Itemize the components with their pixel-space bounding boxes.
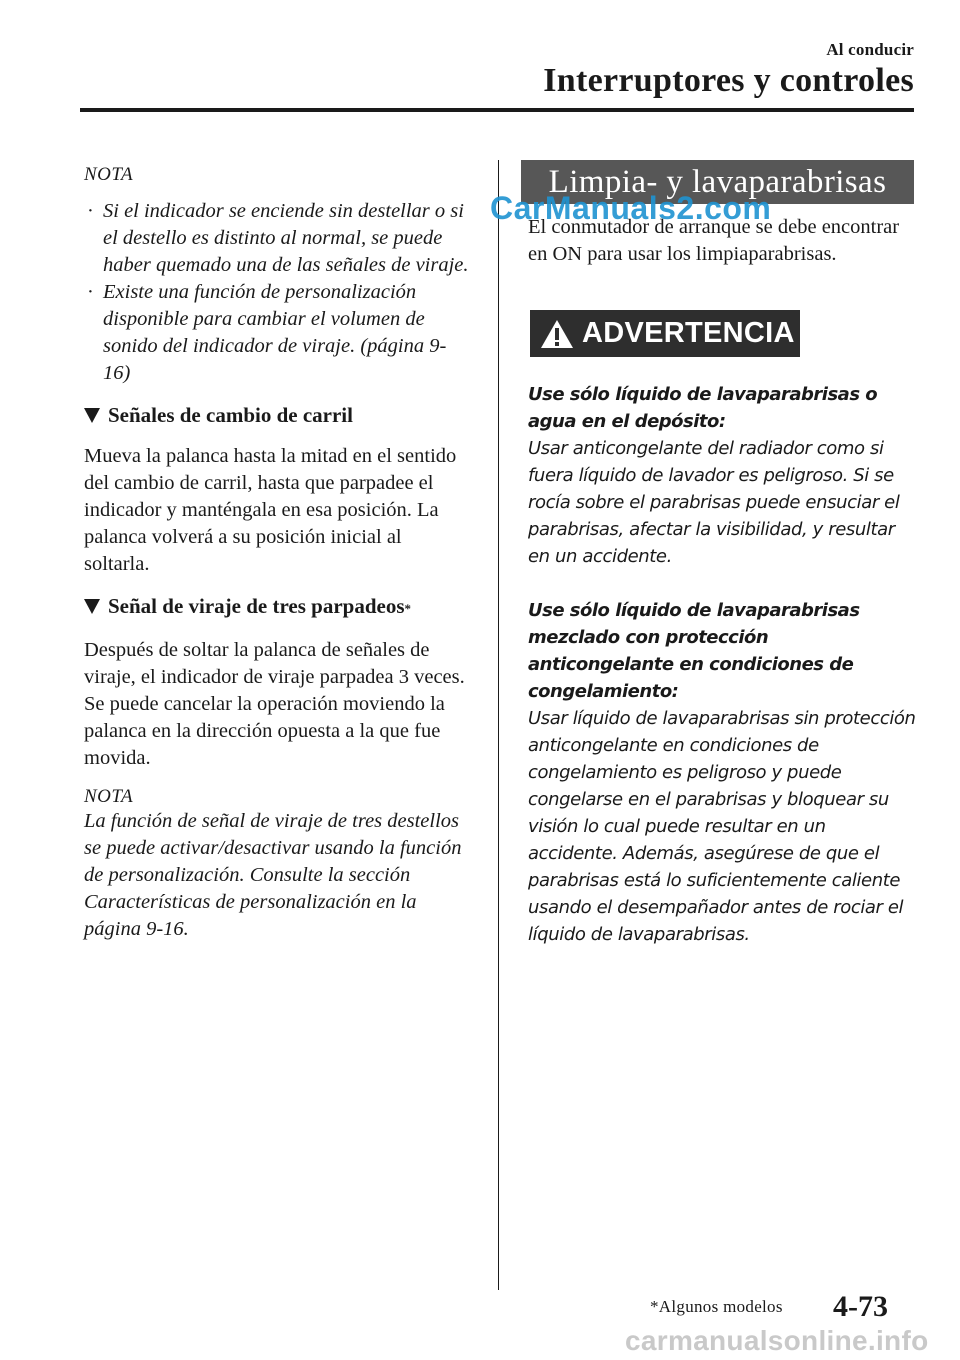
warning-text: Usar anticongelante del radiador como si fuera líquido de lavador es peligroso. Si se rocía sobre el parabrisas puede ensuciar el parabrisas, afectar la visibilidad, y resultar en un accidente. bbox=[528, 438, 900, 567]
section-banner: Limpia- y lavaparabrisas bbox=[521, 160, 914, 204]
page-number: 4-73 bbox=[833, 1290, 888, 1323]
warning-body bbox=[528, 381, 916, 948]
watermark-top: CarManuals2.com bbox=[490, 190, 772, 226]
note-item-text: Existe una función de personalización disponible para cambiar el volumen de sonido del indicador de viraje. (página 9-16) bbox=[103, 281, 447, 384]
bullet-icon: · bbox=[87, 281, 94, 303]
note-text: La función de señal de viraje de tres destellos se puede activar/desactivar usando la función de personalización. Consulte la sección Características de personalización en la página 9-16. bbox=[84, 810, 462, 940]
note-item-text: Si el indicador se enciende sin destellar o si el destello es distinto al normal, se puede haber quemado una de las señales de viraje. bbox=[103, 200, 469, 276]
note-item bbox=[84, 198, 472, 279]
subheading-lane-change bbox=[84, 401, 472, 429]
warning-icon bbox=[540, 318, 574, 350]
warning-text: Usar líquido de lavaparabrisas sin protección anticongelante en condiciones de congelamiento es peligroso y puede congelarse en el parabrisas y bloquear su visión lo cual puede resultar en un accidente. Además, asegúrese de que el parabrisas está lo suficientemente caliente usando el desempañador antes de rociar el líquido de lavaparabrisas. bbox=[528, 708, 916, 945]
triangle-down-icon bbox=[84, 408, 100, 423]
bullet-icon: · bbox=[87, 200, 94, 222]
triangle-down-icon bbox=[84, 599, 100, 614]
asterisk-mark: * bbox=[404, 601, 412, 616]
subheading-three-flash bbox=[84, 592, 472, 623]
page-title: Interruptores y controles bbox=[543, 62, 914, 99]
warning-title: Use sólo líquido de lavaparabrisas mezclado con protección anticongelante en condiciones de congelamiento: bbox=[528, 600, 860, 702]
note-item bbox=[84, 279, 472, 387]
warning-header bbox=[530, 310, 800, 357]
note-label: NOTA bbox=[84, 786, 134, 807]
footer-note: *Algunos modelos bbox=[650, 1297, 783, 1316]
watermark-bottom: carmanualsonline.info bbox=[625, 1325, 929, 1356]
left-column bbox=[84, 160, 472, 943]
header-section-label: Al conducir bbox=[826, 40, 914, 59]
warning-title: Use sólo líquido de lavaparabrisas o agua en el depósito: bbox=[528, 384, 878, 432]
paragraph-lane-change: Mueva la palanca hasta la mitad en el sentido del cambio de carril, hasta que parpadee el indicador y manténgala en esa posición. La palanca volverá a su posición inicial al soltarla. bbox=[84, 445, 457, 575]
paragraph-three-flash: Después de soltar la palanca de señales de viraje, el indicador de viraje parpadea 3 veces. Se puede cancelar la operación moviendo la palanca en la dirección opuesta a la que fue movida. bbox=[84, 639, 465, 769]
note-label: NOTA bbox=[84, 164, 134, 185]
header-rule bbox=[80, 108, 914, 112]
note-list bbox=[84, 198, 472, 387]
subheading-text: Señal de viraje de tres parpadeos bbox=[108, 594, 405, 618]
intro-paragraph: El conmutador de arranque se debe encontrar en ON para usar los limpiaparabrisas. bbox=[528, 216, 900, 265]
subheading-text: Señales de cambio de carril bbox=[108, 403, 353, 427]
warning-label: ADVERTENCIA bbox=[582, 317, 795, 349]
column-divider bbox=[498, 160, 499, 1290]
